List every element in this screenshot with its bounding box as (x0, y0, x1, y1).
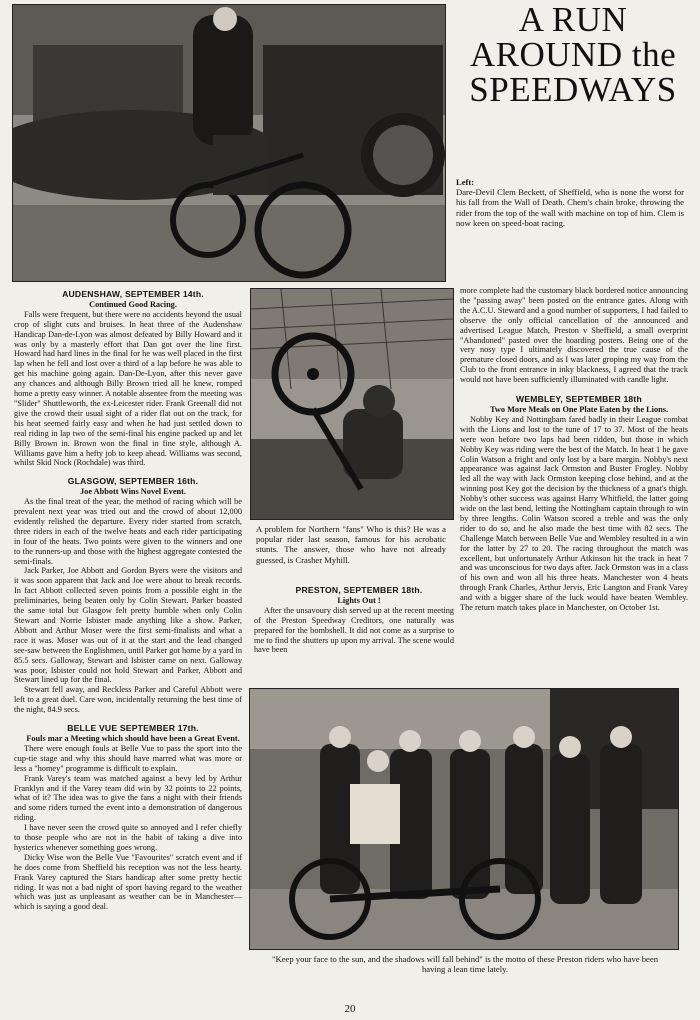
heading-bellevue: BELLE VUE SEPTEMBER 17th. (67, 723, 199, 734)
heading-preston: PRESTON, SEPTEMBER 18th. (295, 585, 423, 595)
caption-top (456, 177, 684, 228)
caption-bottom (270, 954, 660, 974)
bellevue-paragraph: Dicky Wise won the Belle Vue "Favourites" scratch event and if he does come from Sheffield his reception was not the less hearty. Frank Varey captured the Stars handicap after some pretty hectic riding. It was not a bad night of sport having regard to the weather which was just as unpleasant as weather can be in Manchester—which is saying a good deal. (14, 852, 242, 912)
column-center (254, 586, 454, 655)
wembley-paragraph: Nobby Key and Nottingham fared badly in their League combat with the Lions and lost to the tune of 17 to 37. Most of the heats were won before two laps had been ridden, but those in which Nobby Key was riding were the best of the Match. In heat 1 he gave Colin Watson a fright and only lost by a bare margin. Nobby's next appearance was against Jack Ormston and Buster Frogley. Nobby led all the way with Jack Ormston keeping close behind, and at the winning post Key got the decision by the thickness of a gnat's thigh. Nobby's other success was against Harry Whitfield, the latter going wide on the last bend, letting the Nottingham captain through to win by three lengths. Colin Watson scored a treble and was the only rider to do so, and he also made the best time with 82 secs. The Challenge Match between Belle Vue and Wembley resulted in a win for the latter by 27 to 20. The racing throughout the match was excellent, but unfortunately Arthur Atkinson hit the track in heat 7 and was unconscious for two days after. Jack Ormston was in a class of his own and won all his three heats. Manchester won 4 heats through Frank Charles, Arthur Jervis, Eric Langton and Frank Varey and with a bigger share of the luck would have beaten Wembley. The return match takes place in Manchester, on October 1st. (460, 414, 688, 613)
caption-top-label: Left: (456, 177, 475, 187)
photo-clem-beckett (12, 4, 446, 282)
glasgow-paragraph: As the final treat of the year, the method of racing which will be prevalent next year was tried out and the crowd of about 12,000 evidently relished the departure. Every rider started from scratch, three riders in each of the twelve heats and each rider participating in four of the heats. Two points were given to the winners and one to the runners-up and those with the highest aggregate contested the semi-finals. (14, 497, 242, 566)
photo-preston-riders (249, 688, 679, 950)
audenshaw-paragraph: Falls were frequent, but there were no accidents beyond the usual crop of slight cuts and bruises. In heat three of the Audenshaw Handicap Dan-de-Lyon was almost defeated by Billy Howard and it was only by a masterly effort that Dan got over the line first. Howard had hard lines in the final for he was well placed in the first lap when he fell and lost over a third of a lap before he was able to get his machine going again. Dan-De-Lyon, after this never gave any chances and although Billy Brown tried all he knew, romped home a pretty easy winner. A notable absentee from the meeting was "Slider" Shuttleworth, the ex-Leicester rider. Frank Greenall did not give the crowd their usual sight of a rider flat out on the track, for his heat seemed fairly easy and when he had just settled down to real riding in lap two of the semi-final his engine packed up and let Billy Brown in. Brown won the final in fine style, although A. Williams gave him a hefty job to keep ahead. Williams was second, whilst Skid Nock (Rochdale) was third. (14, 309, 242, 468)
column-right (460, 286, 688, 613)
subheading-wembley: Two More Meals on One Plate Eaten by the Lions. (489, 404, 669, 414)
page-number: 20 (344, 1003, 356, 1015)
glasgow-paragraph: Stewart fell away, and Reckless Parker and Careful Abbott were left to a great duel. Care won, incidentally returning the best time of the night, 84.9 secs. (14, 685, 242, 715)
title-line-3: SPEEDWAYS (469, 70, 677, 109)
bellevue-paragraph: Frank Varey's team was matched against a bevy led by Arthur Franklyn and if the Varey team did win by 32 points to 22 points, what of it? The idea was to give the fans a night with their friends and some riders turned the event into a demonstration of dangerous riding. (14, 773, 242, 823)
subheading-audenshaw: Continued Good Racing. (89, 299, 177, 309)
subheading-glasgow: Joe Abbott Wins Novel Event. (80, 487, 186, 497)
heading-audenshaw: AUDENSHAW, SEPTEMBER 14th. (62, 289, 204, 299)
preston-continued-paragraph: more complete had the customary black bordered notice announcing the "passing away" been posted on the entrance gates. Along with the A.C.U. Steward and a good number of supporters, I had failed to observe the only official cancellation of the announced and advertised League Match, Preston v Sheffield, a small overprint "Abandoned" pasted over the hoarding posters. Being one of the very nosy type I ultimately discovered the true cause of the premature closed doors, and as I was later groping my way from the Club to the front entrance in inky blackness, I agreed that the track would not have been sufficiently illuminated with candle light. (460, 286, 688, 385)
title-line-2: AROUND the (469, 35, 677, 74)
caption-middle-text: A problem for Northern "fans" Who is this? He was a popular rider last season, famous for his acrobatic stunts. The answer, those who have not already guessed, is Crasher Myhill. (256, 524, 446, 565)
caption-bottom-text: "Keep your face to the sun, and the shadows will fall behind" is the motto of these Preston riders who have been having a lean time lately. (271, 954, 658, 975)
page-title (448, 2, 698, 107)
bellevue-paragraph: I have never seen the crowd quite so annoyed and I refer chiefly to those people who are not in the habit of taking a dive into hysterics whenever something goes wrong. (14, 823, 242, 852)
subheading-bellevue: Fouls mar a Meeting which should have been a Great Event. (26, 733, 240, 743)
column-left (14, 290, 242, 912)
title-line-1: A RUN (518, 0, 628, 39)
bellevue-paragraph: There were enough fouls at Belle Vue to pass the sport into the cup-tie stage and why this should have marred what was more or less a "homey" programme is difficult to explain. (14, 743, 242, 773)
heading-wembley: WEMBLEY, SEPTEMBER 18th (516, 394, 642, 405)
caption-top-text: Dare-Devil Clem Beckett, of Sheffield, who is none the worst for his fall from the Wall of Death. Chem's chain broke, throwing the rider from the top of the wall with machine on top of him. Clem is now keen on speed-boat racing. (456, 187, 684, 228)
glasgow-paragraph: Jack Parker, Joe Abbott and Gordon Byers were the visitors and it was soon apparent that Jack and Joe were about to break records. In fact Abbott collected seven points from a possible eight in the preliminaries, being beaten only by Colin Stewart. Parker boasted the same total but Glasgow felt pretty humble when only Colin Stewart and Norrie Isbister made anything like a show. Parker, Abbott and Arthur Moser were the first semi-finalists and what a race it was. Moser was out of it at the start and the lead changed see-saw between the Englishmen, until Parker got home by a yard in 85.5 secs. Galloway, Stewart and Isbister came on next. Galloway was poor, Isbister could not hold Stewart and Parker, Abbott and Stewart lined up for the final. (14, 566, 242, 685)
subheading-preston: Lights Out ! (337, 595, 381, 605)
photo-crasher-myhill (250, 288, 454, 520)
preston-paragraph: After the unsavoury dish served up at the recent meeting of the Preston Speedway Creditors, one naturally was prepared for the bombshell. It did not come as a surprise to me to find the shutters up upon my arrival. The scene would have been (254, 605, 454, 655)
heading-glasgow: GLASGOW, SEPTEMBER 16th. (67, 476, 199, 487)
caption-middle (256, 524, 446, 565)
